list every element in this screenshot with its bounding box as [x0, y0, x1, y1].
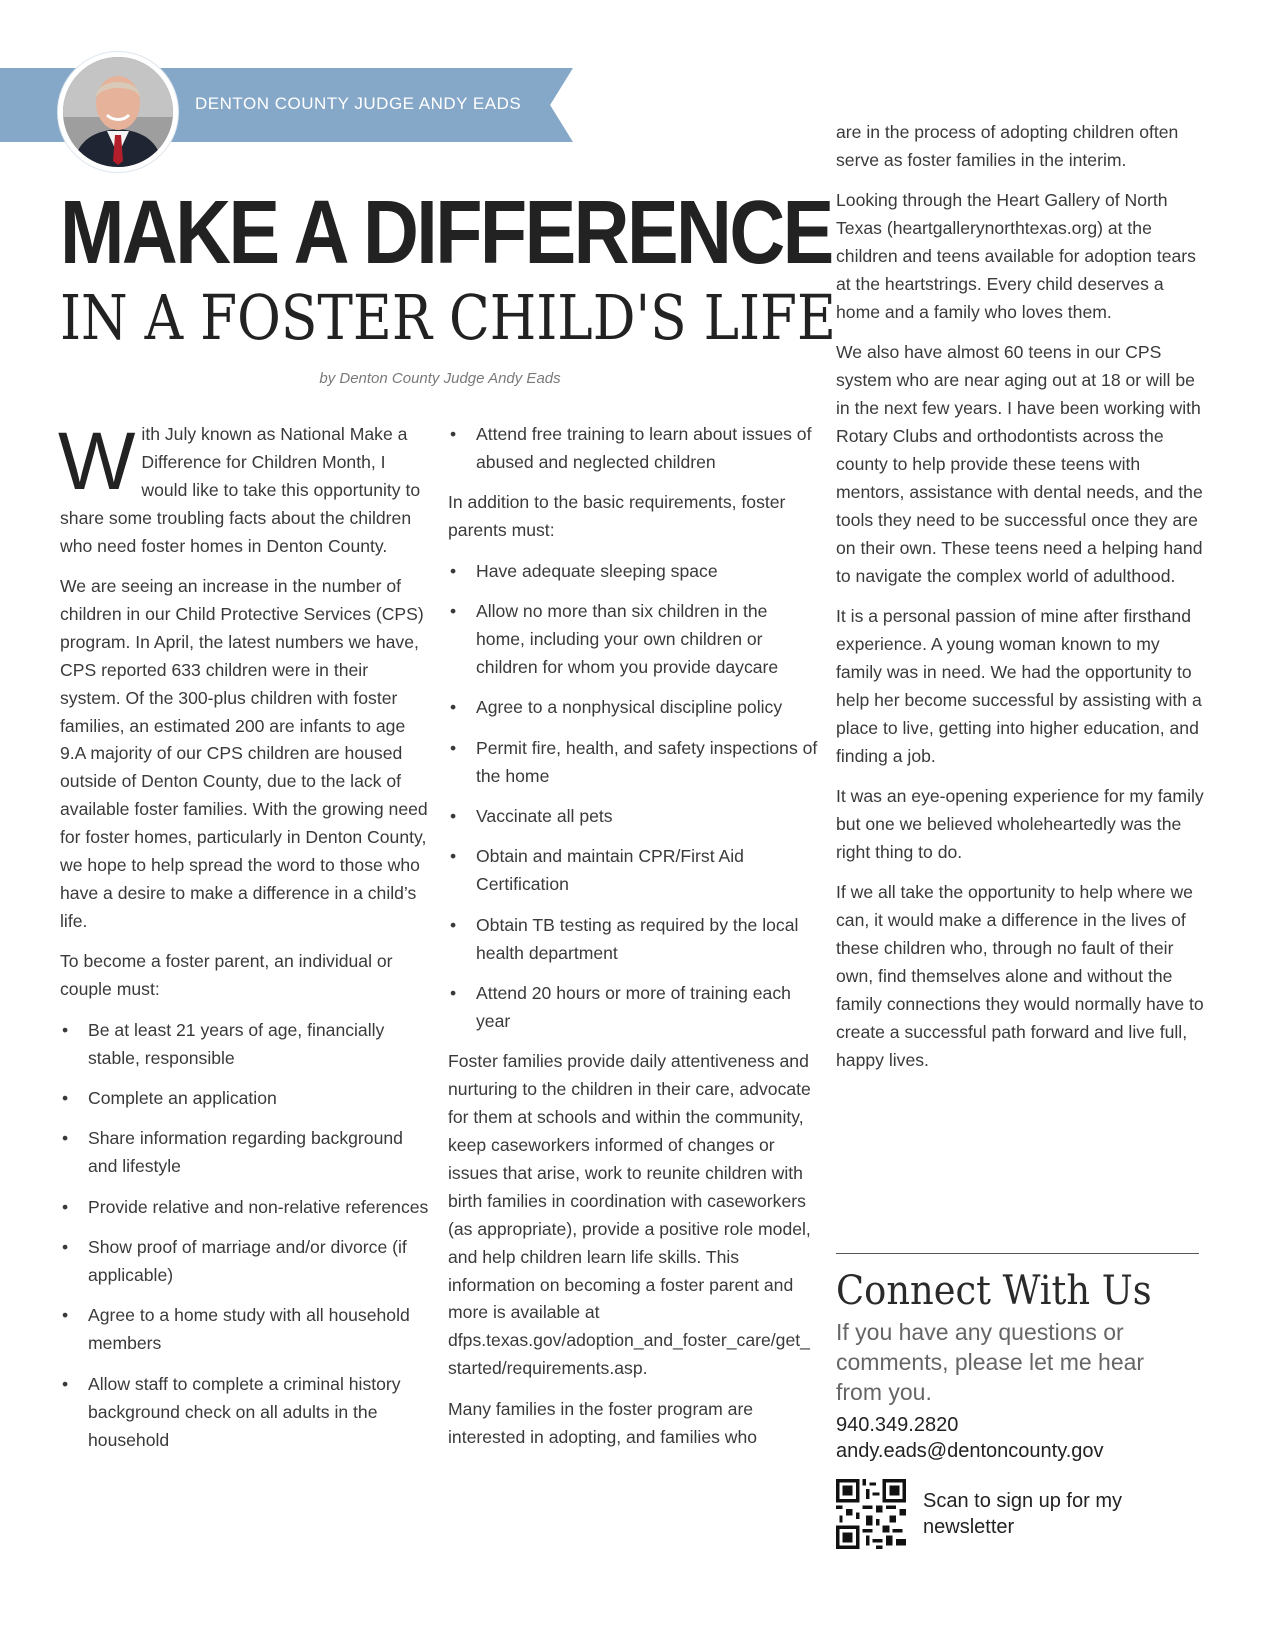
requirements-list [60, 1017, 430, 1455]
paragraph: In addition to the basic requirements, foster parents must: [448, 492, 786, 541]
bullet-icon: • [450, 983, 457, 1003]
list-item: • Be at least 21 years of age, financially stable, responsible [60, 1017, 430, 1073]
intro-text: ith July known as National Make a Difference for Children Month, I would like to take this opportunity to share some troubling facts about the children who need foster homes in Denton County. [60, 424, 421, 556]
list-item: • Agree to a home study with all household members [60, 1302, 430, 1358]
paragraph: To become a foster parent, an individual or couple must: [60, 951, 393, 1000]
list-item: • Allow staff to complete a criminal history background check on all adults in the household [60, 1371, 430, 1455]
paragraph: We are seeing an increase in the number of children in our Child Protective Services (CPS) program. In April, the latest numbers we have, CPS reported 633 children were in their system. Of the 300-plus children with foster families, an estimated 200 are infants to age 9.A majority of our CPS children are housed outside of Denton County, due to the lack of available foster families. With the growing need for foster homes, particularly in Denton County, we hope to help spread the word to those who have a desire to make a difference in a child’s life. [60, 576, 428, 931]
paragraph: It was an eye-opening experience for my family but one we believed wholeheartedly was the right thing to do. [836, 785, 1204, 862]
intro-paragraph [58, 416, 430, 561]
byline: by Denton County Judge Andy Eads [319, 370, 561, 387]
bullet-icon: • [62, 1019, 69, 1040]
headline-sub: IN A FOSTER CHILD'S LIFE [60, 281, 836, 354]
connect-heading: Connect With Us [836, 1268, 1152, 1314]
paragraph: We also have almost 60 teens in our CPS system who are near aging out at 18 or will be in the next few years. I have been working with Rotary Clubs and orthodontists across the county to help provide these teens with mentors, assistance with dental needs, and the tools they need to be successful once they are on their own. These teens need a helping hand to navigate the complex world of adulthood. [836, 342, 1203, 586]
bullet-icon: • [62, 1196, 69, 1217]
bullet-icon: • [450, 601, 457, 622]
banner-label: DENTON COUNTY JUDGE ANDY EADS [195, 94, 522, 113]
requirements-list-continued [448, 421, 818, 477]
foster-parent-list [448, 558, 818, 1036]
bullet-icon: • [62, 1087, 69, 1108]
list-item: • Obtain and maintain CPR/First Aid Certification [448, 843, 818, 899]
list-item: • Agree to a nonphysical discipline policy [448, 694, 818, 722]
bullet-icon: • [450, 737, 457, 758]
bullet-icon: • [450, 697, 457, 718]
list-item: • Vaccinate all pets [448, 803, 818, 831]
list-item: • Attend free training to learn about issues of abused and neglected children [448, 421, 818, 477]
bullet-icon: • [62, 1305, 69, 1326]
paragraph: Many families in the foster program are interested in adopting, and families who [448, 1398, 758, 1447]
bullet-icon: • [450, 805, 457, 826]
list-item: • Provide relative and non-relative references [60, 1194, 430, 1222]
paragraph: If we all take the opportunity to help where we can, it would make a difference in the lives of these children who, through no fault of their own, find themselves alone and without the family connections they would normally have to create a successful path forward and live full, happy lives. [836, 882, 1204, 1070]
headline-main: MAKE A DIFFERENCE [60, 183, 832, 283]
list-item: • Allow no more than six children in the home, including your own children or children for whom you provide daycare [448, 598, 818, 682]
bullet-icon: • [450, 424, 457, 444]
article-column-3 [836, 119, 1206, 1087]
list-item: • Show proof of marriage and/or divorce (if applicable) [60, 1234, 430, 1290]
connect-text: If you have any questions or comments, please let me hear from you. [836, 1319, 1145, 1405]
bullet-icon: • [62, 1373, 69, 1394]
qr-code-icon[interactable] [836, 1479, 906, 1549]
article-column-1 [58, 416, 430, 1467]
list-item: • Have adequate sleeping space [448, 558, 818, 586]
newsletter-signup-label: Scan to sign up for my newsletter [923, 1490, 1122, 1538]
drop-cap: W [58, 416, 136, 507]
phone-number[interactable]: 940.349.2820 [836, 1414, 959, 1436]
bullet-icon: • [450, 914, 457, 935]
list-item: • Attend 20 hours or more of training each year [448, 980, 818, 1036]
bullet-icon: • [450, 846, 457, 867]
list-item: • Permit fire, health, and safety inspections of the home [448, 735, 818, 791]
bullet-icon: • [62, 1237, 69, 1258]
article-column-2 [448, 421, 818, 1464]
list-item: • Obtain TB testing as required by the local health department [448, 912, 818, 968]
list-item: • Share information regarding background and lifestyle [60, 1125, 430, 1181]
paragraph: Looking through the Heart Gallery of North Texas (heartgallerynorthtexas.org) at the children and teens available for adoption tears at the heartstrings. Every child deserves a home and a family who loves them. [836, 190, 1196, 322]
email-link[interactable]: andy.eads@dentoncounty.gov [836, 1440, 1104, 1462]
portrait-image [63, 57, 173, 167]
bullet-icon: • [450, 560, 457, 581]
paragraph: It is a personal passion of mine after firsthand experience. A young woman known to my family was in need. We had the opportunity to help her become successful by assisting with a place to live, getting into higher education, and finding a job. [836, 606, 1202, 766]
list-item: • Complete an application [60, 1085, 430, 1113]
section-divider [836, 1253, 1199, 1254]
bullet-icon: • [62, 1128, 69, 1149]
author-photo [58, 52, 178, 172]
paragraph: are in the process of adopting children often serve as foster families in the interim. [836, 122, 1179, 170]
paragraph: Foster families provide daily attentiveness and nurturing to the children in their care, advocate for them at schools and within the community, keep caseworkers informed of changes or issues that arise, work to reunite children with birth families in coordination with caseworkers (as appropriate), provide a positive role model, and help children learn life skills. This information on becoming a foster parent and more is available at dfps.texas.gov/adoption_and_foster_care/get_started/requirements.asp. [448, 1051, 811, 1379]
